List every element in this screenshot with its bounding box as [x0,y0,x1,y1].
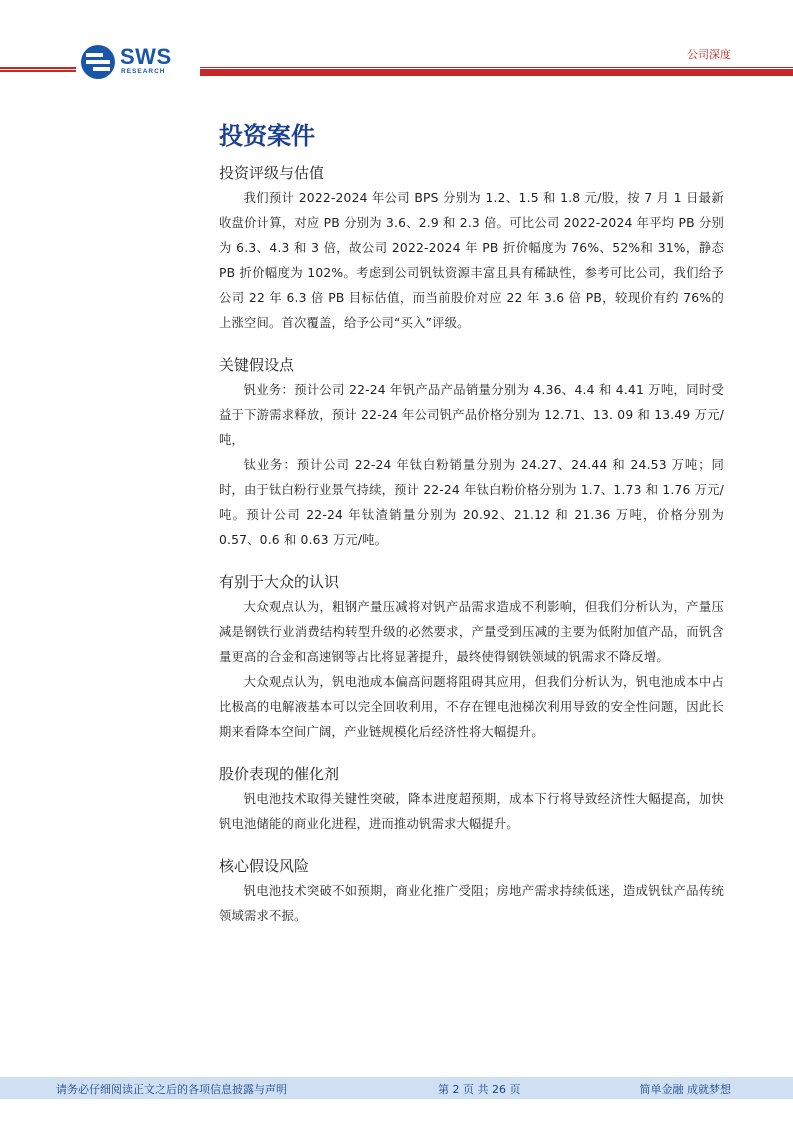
paragraph: 大众观点认为，钒电池成本偏高问题将阻碍其应用，但我们分析认为，钒电池成本中占比极高的电解液基本可以完全回收利用，不存在锂电池梯次利用导致的安全性问题，因此长期来看降本空间广阔，产业链规模化后经济性将大幅提升。 [219,675,724,739]
section-heading: 股价表现的催化剂 [219,765,340,783]
section-heading: 投资评级与估值 [219,164,325,182]
logo-subtext: RESEARCH [121,68,166,75]
page-title: 投资案件 [219,122,315,150]
paragraph: 钛业务：预计公司 22-24 年钛白粉销量分别为 24.27、24.44 和 24.53 万吨；同时，由于钛白粉行业景气持续，预计 22-24 年钛白粉价格分别为 1.7、1.73 和 1.76 万元/吨。预计公司 22-24 年钛渣销量分别为 20.92、21.12 和 21.36 万吨，价格分别为 0.57、0.6 和 0.63 万元/吨。 [219,458,724,547]
header-rule-left [0,67,76,72]
section-key-assumptions [219,354,724,553]
paragraph: 钒业务：预计公司 22-24 年钒产品产品销量分别为 4.36、4.4 和 4.41 万吨，同时受益于下游需求释放，预计 22-24 年公司钒产品价格分别为 12.71、13. 09 和 13.49 万元/吨， [219,383,724,447]
logo-text: SWS [120,44,172,69]
main-content [219,120,724,947]
header-rule-thin [200,67,793,68]
section-heading: 关键假设点 [219,356,295,374]
paragraph: 我们预计 2022-2024 年公司 BPS 分别为 1.2、1.5 和 1.8 元/股，按 7 月 1 日最新收盘价计算，对应 PB 分别为 3.6、2.9 和 2.3 倍。可比公司 2022-2024 年平均 PB 分别为 6.3、4.3 和 3 倍，故公司 2022-2024 年 PB 折价幅度为 76%、52%和 31%，静态 PB 折价幅度为 102%。考虑到公司钒钛资源丰富且具有稀缺性，参考可比公司，我们给予公司 22 年 6.3 倍 PB 目标估值，而当前股价对应 22 年 3.6 倍 PB，较现价有约 76%的上涨空间。首次覆盖，给予公司“买入”评级。 [219,191,724,330]
paragraph: 钒电池技术取得关键性突破，降本进度超预期，成本下行将导致经济性大幅提高，加快钒电池储能的商业化进程，进而推动钒需求大幅提升。 [219,792,724,831]
header-rule-right [200,69,793,76]
section-catalysts [219,763,724,837]
footer-slogan: 简单金融 成就梦想 [639,1083,731,1096]
section-heading: 有别于大众的认识 [219,573,340,591]
sws-logo-icon [80,44,116,80]
paragraph: 钒电池技术突破不如预期，商业化推广受阻；房地产需求持续低迷，造成钒钛产品传统领域需求不振。 [219,884,724,923]
report-type-tag: 公司深度 [687,48,731,61]
section-heading: 核心假设风险 [219,857,310,875]
section-differentiated-view [219,571,724,745]
footer-bar [0,1077,793,1099]
footer-disclaimer: 请务必仔细阅读正文之后的各项信息披露与声明 [56,1083,287,1096]
paragraph: 大众观点认为，粗钢产量压减将对钒产品需求造成不利影响，但我们分析认为，产量压减是钢铁行业消费结构转型升级的必然要求，产量受到压减的主要为低附加值产品，而钒含量更高的合金和高速钢等占比将显著提升，最终使得钢铁领域的钒需求不降反增。 [219,600,724,664]
section-valuation [219,162,724,336]
footer-page-info: 第 2 页 共 26 页 [438,1083,521,1096]
section-risks [219,855,724,929]
sws-logo [80,44,185,80]
